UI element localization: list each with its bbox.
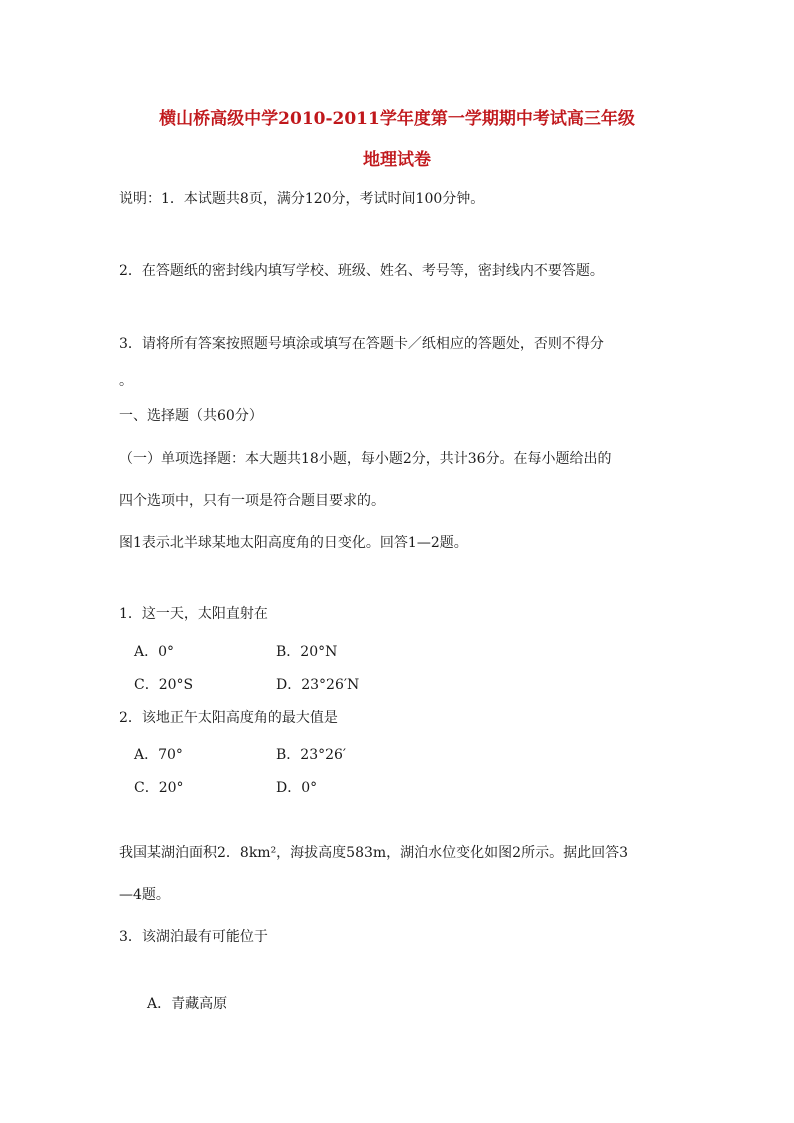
exam-subject-title: 地理试卷 [363,150,431,170]
instruction-3-cont: 。 [119,373,133,389]
section-intro-line1: （一）单项选择题：本大题共18小题，每小题2分，共计36分。在每小题给出的 [119,451,612,467]
question-2-stem: 2．该地正午太阳高度角的最大值是 [119,710,338,726]
question-2-option-c: C．20° [134,780,184,796]
question-1-option-d: D．23°26′N [276,677,360,693]
instruction-3: 3．请将所有答案按照题号填涂或填写在答题卡／纸相应的答题处，否则不得分 [119,336,604,352]
question-1-stem: 1．这一天，太阳直射在 [119,606,268,622]
question-1-option-a: A．0° [134,644,175,660]
lake-passage-line2: —4题。 [119,887,170,903]
question-2-option-b: B．23°26′ [276,747,347,763]
question-1-option-b: B．20°N [276,644,338,660]
section-intro-line2: 四个选项中，只有一项是符合题目要求的。 [119,493,385,509]
question-2-option-d: D．0° [276,780,318,796]
instruction-2: 2．在答题纸的密封线内填写学校、班级、姓名、考号等，密封线内不要答题。 [119,263,604,279]
lake-passage-line1: 我国某湖泊面积2．8km²，海拔高度583m，湖泊水位变化如图2所示。据此回答3 [119,845,628,861]
question-1-option-c: C．20°S [134,677,194,693]
question-3-stem: 3．该湖泊最有可能位于 [119,929,268,945]
figure-note: 图1表示北半球某地太阳高度角的日变化。回答1—2题。 [119,535,468,551]
question-3-option-a: A．青藏高原 [147,996,228,1012]
instruction-1: 说明：1．本试题共8页，满分120分，考试时间100分钟。 [119,191,485,207]
question-2-option-a: A．70° [134,747,183,763]
section-heading: 一、选择题（共60分） [119,408,263,424]
exam-title: 横山桥高级中学2010-2011学年度第一学期期中考试高三年级 [159,109,635,129]
